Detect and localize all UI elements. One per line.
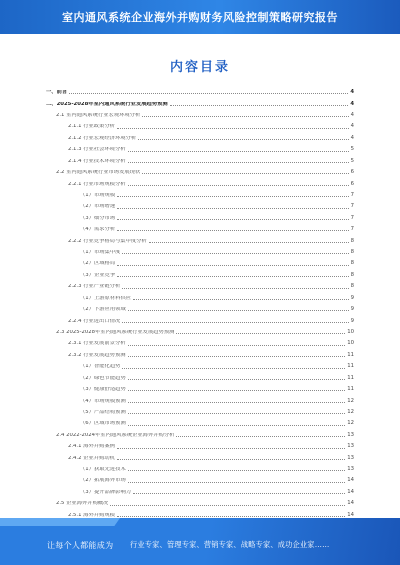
toc-leader-dots — [128, 482, 346, 483]
toc-entry-page: 13 — [347, 466, 354, 473]
toc-leader-dots — [128, 310, 349, 311]
toc-entry-label: 2.4 2022-2024年室内通风系统企业海外并购分析 — [56, 432, 175, 438]
toc-leader-dots — [149, 242, 349, 243]
toc-leader-dots — [142, 116, 348, 117]
toc-entry[interactable] — [46, 187, 354, 198]
toc-leader-dots — [122, 322, 348, 323]
toc-entry[interactable] — [46, 153, 354, 164]
footer-slogan: 让每个人都能成为 — [47, 541, 114, 550]
toc-entry-label: （3）企业竞争 — [80, 272, 116, 278]
toc-entry[interactable] — [46, 461, 354, 472]
toc-leader-dots — [128, 470, 346, 471]
toc-entry-page: 9 — [350, 317, 354, 324]
toc-entry-label: （1）智能化趋势 — [80, 364, 121, 370]
toc-entry[interactable] — [46, 484, 354, 495]
toc-entry[interactable] — [46, 107, 354, 118]
toc-entry-page: 11 — [347, 351, 354, 358]
toc-entry-page: 7 — [350, 203, 354, 210]
footer-accent-stripe — [0, 518, 120, 526]
toc-entry-page: 10 — [347, 340, 354, 347]
toc-entry[interactable] — [46, 415, 354, 426]
toc-entry-page: 4 — [350, 123, 354, 130]
toc-entry[interactable] — [46, 278, 354, 289]
toc-leader-dots — [128, 162, 349, 163]
toc-entry-page: 4 — [350, 134, 354, 141]
toc-entry[interactable] — [46, 130, 354, 141]
toc-entry[interactable] — [46, 392, 354, 403]
toc-entry[interactable] — [46, 301, 354, 312]
toc-entry-label: （1）市场规模 — [80, 192, 116, 198]
toc-entry-page: 12 — [347, 408, 354, 415]
toc-entry-label: 二、2025-2028年室内通风系统行业发展趋势预测 — [46, 101, 168, 107]
toc-entry-label: 2.4.2 企业并购动机 — [68, 455, 115, 461]
toc-leader-dots — [69, 93, 348, 94]
toc-entry[interactable] — [46, 84, 354, 95]
toc-entry-page: 7 — [350, 214, 354, 221]
toc-leader-dots — [133, 493, 345, 494]
toc-entry[interactable] — [46, 267, 354, 278]
toc-entry-page: 7 — [350, 191, 354, 198]
toc-entry-label: （1）市场集中度 — [80, 250, 121, 256]
toc-entry-page: 13 — [347, 454, 354, 461]
toc-entry-page: 8 — [350, 249, 354, 256]
toc-entry-label: （6）区域市场预测 — [80, 421, 126, 427]
toc-leader-dots — [122, 288, 348, 289]
toc-entry-label: 2.2.4 行业进出口情况 — [68, 318, 121, 324]
toc-entry[interactable] — [46, 175, 354, 186]
toc-entry-label: 2.2.3 行业产业链分析 — [68, 284, 121, 290]
toc-entry[interactable] — [46, 221, 354, 232]
toc-leader-dots — [128, 345, 346, 346]
toc-entry-page: 6 — [350, 180, 354, 187]
toc-entry-page: 5 — [350, 146, 354, 153]
toc-entry-page: 13 — [347, 431, 354, 438]
footer-banner — [0, 518, 400, 565]
toc-entry-label: 2.2 室内通风系统行业市场发展现状 — [56, 170, 141, 176]
toc-entry-label: （3）健康舒适趋势 — [80, 387, 126, 393]
toc-leader-dots — [176, 333, 345, 334]
toc-leader-dots — [128, 425, 346, 426]
toc-entry-label: 2.2.1 行业市场规模分析 — [68, 181, 126, 187]
toc-entry[interactable] — [46, 335, 354, 346]
toc-entry-page: 14 — [347, 511, 354, 518]
toc-entry[interactable] — [46, 347, 354, 358]
toc-entry-label: （2）下游应用领域 — [80, 307, 126, 313]
toc-entry-page: 10 — [347, 328, 354, 335]
toc-entry-label: （1）获取先进技术 — [80, 467, 126, 473]
toc-entry[interactable] — [46, 358, 354, 369]
toc-entry-label: （4）需求分析 — [80, 227, 116, 233]
toc-entry-page: 13 — [347, 443, 354, 450]
toc-leader-dots — [128, 356, 346, 357]
report-title: 室内通风系统企业海外并购财务风险控制策略研究报告 — [62, 11, 338, 24]
toc-entry[interactable] — [46, 198, 354, 209]
toc-entry-page: 8 — [350, 237, 354, 244]
header-banner — [0, 0, 400, 34]
toc-leader-dots — [142, 173, 348, 174]
toc-entry[interactable] — [46, 507, 354, 518]
toc-entry[interactable] — [46, 118, 354, 129]
toc-entry-label: 2.5.1 海外并购规模 — [68, 512, 115, 518]
toc-entry[interactable] — [46, 244, 354, 255]
toc-entry-page: 9 — [350, 306, 354, 313]
toc-entry-page: 14 — [347, 477, 354, 484]
toc-entry-label: （2）绿色节能趋势 — [80, 375, 126, 381]
toc-entry-label: 2.1.2 行业宏观经济环境分析 — [68, 135, 137, 141]
toc-entry[interactable] — [46, 95, 354, 106]
toc-entry-label: 2.3 2025-2028年室内通风系统行业发展趋势预测 — [56, 329, 175, 335]
toc-leader-dots — [117, 516, 345, 517]
toc-entry-page: 5 — [350, 157, 354, 164]
toc-entry[interactable] — [46, 404, 354, 415]
toc-leader-dots — [128, 185, 349, 186]
table-of-contents — [46, 84, 354, 541]
toc-leader-dots — [117, 196, 348, 197]
toc-entry-page: 6 — [350, 169, 354, 176]
toc-entry-label: （3）提升品牌影响力 — [80, 489, 132, 495]
toc-entry-label: 2.1.4 行业技术环境分析 — [68, 158, 126, 164]
toc-entry[interactable] — [46, 450, 354, 461]
toc-entry-label: 2.3.1 行业发展前景分析 — [68, 341, 126, 347]
toc-entry-page: 4 — [350, 111, 354, 118]
toc-entry[interactable] — [46, 210, 354, 221]
toc-entry[interactable] — [46, 290, 354, 301]
toc-leader-dots — [117, 219, 348, 220]
toc-entry-label: 2.1 室内通风系统行业宏观环境分析 — [56, 112, 141, 118]
toc-entry-label: 2.1.3 行业社会环境分析 — [68, 147, 126, 153]
toc-entry[interactable] — [46, 381, 354, 392]
toc-leader-dots — [128, 413, 346, 414]
toc-entry[interactable] — [46, 438, 354, 449]
toc-entry[interactable] — [46, 370, 354, 381]
toc-leader-dots — [128, 151, 349, 152]
toc-leader-dots — [117, 230, 348, 231]
toc-leader-dots — [117, 208, 348, 209]
toc-leader-dots — [170, 105, 349, 106]
toc-entry-label: （2）市场增速 — [80, 204, 116, 210]
toc-leader-dots — [128, 402, 346, 403]
toc-entry-label: 2.5 企业海外并购概况 — [56, 501, 109, 507]
toc-leader-dots — [128, 390, 346, 391]
toc-entry-page: 11 — [347, 363, 354, 370]
toc-leader-dots — [176, 436, 345, 437]
toc-entry[interactable] — [46, 472, 354, 483]
toc-leader-dots — [122, 368, 345, 369]
toc-entry[interactable] — [46, 427, 354, 438]
toc-entry[interactable] — [46, 141, 354, 152]
toc-entry-page: 4 — [350, 100, 354, 107]
toc-leader-dots — [133, 299, 349, 300]
toc-entry[interactable] — [46, 255, 354, 266]
toc-entry-page: 8 — [350, 260, 354, 267]
toc-leader-dots — [110, 505, 345, 506]
toc-entry-page: 11 — [347, 386, 354, 393]
toc-entry-page: 12 — [347, 397, 354, 404]
toc-entry-label: 2.2.2 行业竞争格局与集中度分析 — [68, 238, 147, 244]
toc-entry-label: （5）产品结构预测 — [80, 409, 126, 415]
toc-leader-dots — [117, 265, 348, 266]
toc-entry-label: 一、前言 — [46, 90, 68, 96]
toc-entry-label: （4）市场规模预测 — [80, 398, 126, 404]
toc-entry-label: （2）拓展海外市场 — [80, 478, 126, 484]
toc-entry-page: 9 — [350, 294, 354, 301]
footer-experts-line: 行业专家、管理专家、营销专家、战略专家、成功企业家…… — [130, 540, 330, 549]
toc-leader-dots — [128, 379, 346, 380]
toc-entry-label: 2.3.2 行业发展趋势预测 — [68, 352, 126, 358]
toc-leader-dots — [122, 253, 348, 254]
toc-entry-page: 11 — [347, 374, 354, 381]
toc-entry-label: 2.4.1 海外并购案例 — [68, 444, 115, 450]
toc-entry[interactable] — [46, 164, 354, 175]
toc-entry-page: 14 — [347, 500, 354, 507]
toc-entry[interactable] — [46, 232, 354, 243]
toc-entry-page: 4 — [350, 89, 354, 96]
toc-entry-page: 8 — [350, 271, 354, 278]
toc-entry-page: 8 — [350, 283, 354, 290]
toc-entry-label: 2.1.1 行业政策分析 — [68, 124, 115, 130]
toc-entry[interactable] — [46, 312, 354, 323]
toc-leader-dots — [117, 276, 348, 277]
toc-leader-dots — [117, 459, 345, 460]
toc-entry-label: （1）上游原材料供应 — [80, 295, 132, 301]
toc-entry[interactable] — [46, 324, 354, 335]
toc-entry-page: 7 — [350, 226, 354, 233]
toc-entry-page: 14 — [347, 488, 354, 495]
toc-leader-dots — [138, 139, 348, 140]
toc-entry[interactable] — [46, 495, 354, 506]
toc-heading: 内容目录 — [169, 60, 230, 75]
toc-leader-dots — [117, 448, 345, 449]
toc-entry-label: （3）细分市场 — [80, 215, 116, 221]
toc-entry-page: 12 — [347, 420, 354, 427]
toc-entry-label: （2）区域格局 — [80, 261, 116, 267]
toc-leader-dots — [117, 128, 349, 129]
